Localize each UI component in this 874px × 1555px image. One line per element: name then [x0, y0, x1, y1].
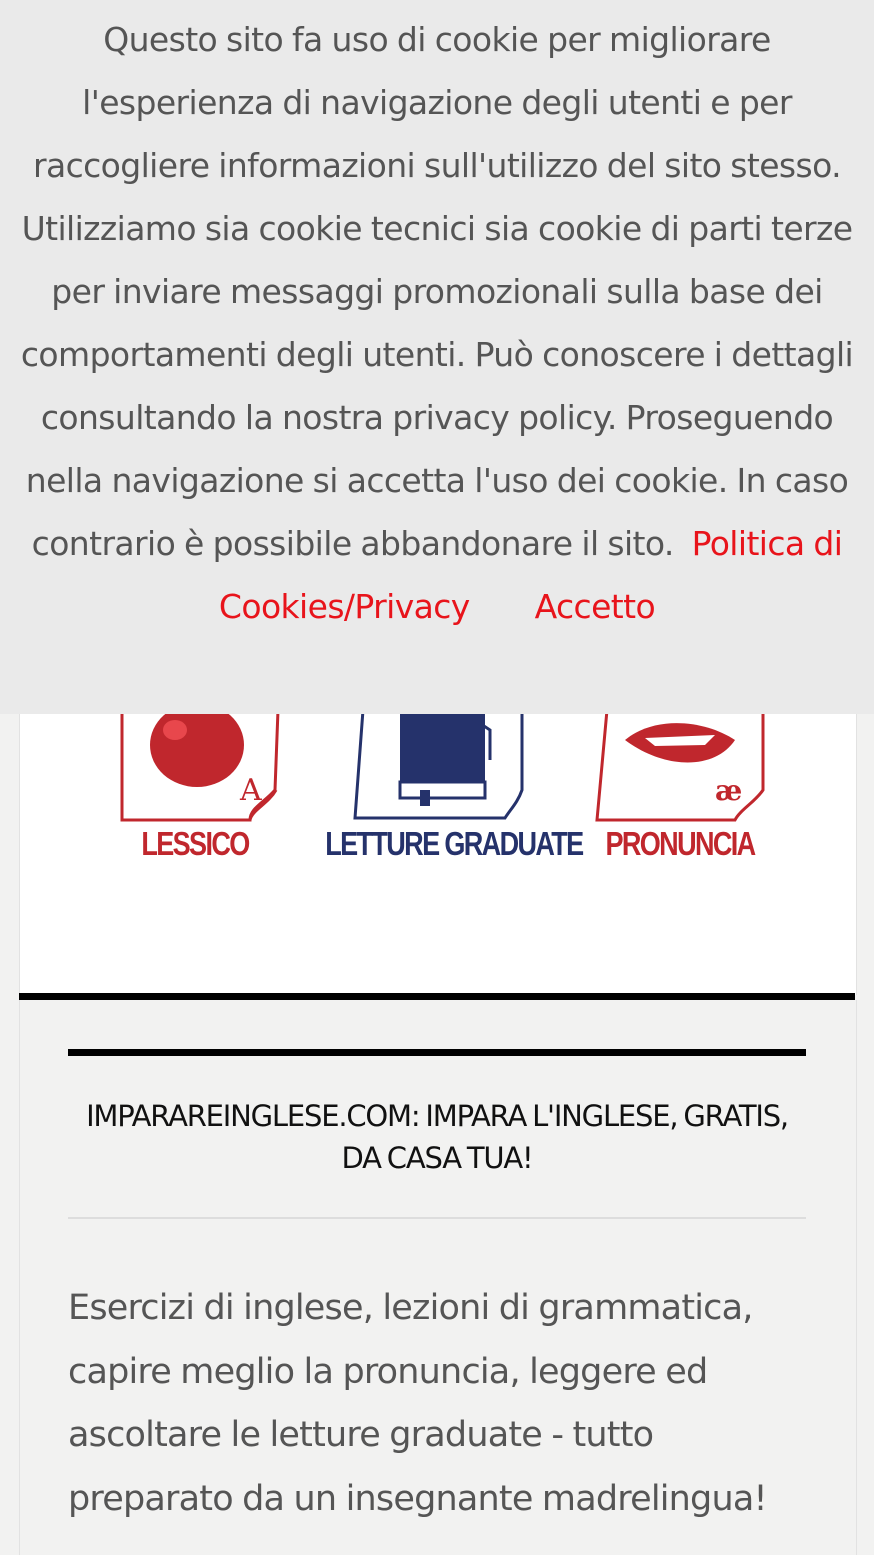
cookie-message: [10, 8, 864, 638]
category-label: PRONUNCIA: [605, 825, 755, 862]
divider-thick: [19, 993, 855, 1000]
intro-paragraph: Esercizi di inglese, lezioni di grammatica, capire meglio la pronuncia, leggere ed ascoltare le letture graduate - tutto preparato da un insegnante madrelingua!: [68, 1288, 767, 1519]
section-heading: IMPARAREINGLESE.COM: IMPARA L'INGLESE, GRATIS, DA CASA TUA!: [86, 1099, 788, 1175]
category-label: LESSICO: [141, 825, 249, 862]
svg-text:æ: æ: [715, 774, 743, 807]
section-divider: [68, 1217, 806, 1219]
category-letture-graduate[interactable]: [300, 690, 583, 863]
category-lessico[interactable]: [100, 690, 290, 863]
category-pronuncia[interactable]: [575, 690, 785, 863]
accept-cookies-button[interactable]: Accetto: [534, 587, 656, 626]
cookie-text: Questo sito fa uso di cookie per migliorare l'esperienza di navigazione degli utenti e per raccogliere informazioni sull'utilizzo del sito stesso. Utilizziamo sia cookie tecnici sia cookie di parti terze per inviare messaggi promozionali sulla base dei comportamenti degli utenti. Può conoscere i dettagli consultando la nostra privacy policy. Proseguendo nella navigazione si accetta l'uso dei cookie. In caso contrario è possibile abbandonare il sito.: [20, 20, 854, 563]
category-label: LETTURE GRADUATE: [325, 825, 583, 862]
svg-text:A: A: [240, 773, 262, 808]
section-rule: [68, 1049, 806, 1056]
cookie-banner: [0, 0, 874, 714]
privacy-policy-link[interactable]: Politica di Cookies/Privacy: [218, 524, 843, 626]
